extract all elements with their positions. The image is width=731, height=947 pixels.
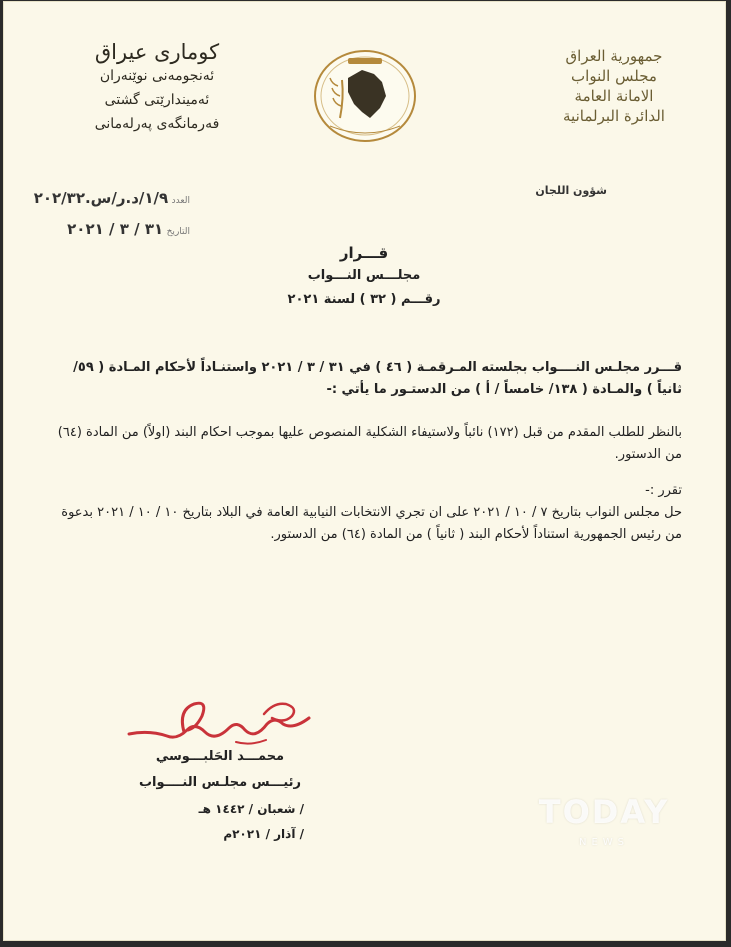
today-news-watermark: [509, 793, 699, 863]
reference-number: ١/٩/د.ر/س.٢٠٢/٣٢: [33, 189, 169, 207]
document-title: قـــرار: [339, 244, 389, 262]
resolution-heading: تقرر :-: [645, 483, 682, 498]
letterhead-line: كوماری عیراق: [94, 40, 220, 64]
decision-number: رقـــم ( ٣٢ ) لسنة ٢٠٢١: [287, 292, 441, 307]
letterhead-line: الامانة العامة: [574, 87, 654, 105]
letterhead-line: الدائرة البرلمانية: [563, 107, 665, 125]
reference-block: [20, 184, 190, 246]
reference-date: ٣١ / ٣ / ٢٠٢١: [67, 220, 164, 238]
letterhead-line: ئەنجومەنی نوێنەران: [99, 68, 215, 84]
watermark-sub: NEWS: [578, 837, 630, 848]
watermark-main: TODAY: [538, 793, 670, 831]
reference-date-label: التاريخ: [166, 227, 190, 237]
letterhead-line: ئەمیندارێتی گشتی: [104, 92, 210, 108]
decision-basis: بالنظر للطلب المقدم من قبل (١٧٢) نائباً ولاستيفاء الشكلية المنصوص عليها بموجب احكام البند (اولاً) من المادة (٦٤) من الدستور.: [57, 425, 682, 462]
decision-preamble: قـــرر مجلـس النــــواب بجلسته المـرقمـة ( ٤٦ ) في ٣١ / ٣ / ٢٠٢١ واستنـاداً لأحكام المـادة ( ٥٩/ ثانياً ) والمـادة ( ١٣٨/ خامساً / أ ) من الدستـور ما يأتي :-: [73, 360, 682, 397]
reference-number-label: العدد: [171, 196, 190, 206]
resolution-text: حل مجلس النواب بتاريخ ٧ / ١٠ / ٢٠٢١ على ان تجري الانتخابات النيابية العامة في البلاد بتاريخ ١٠ / ١٠ / ٢٠٢١ بدعوة من رئيس الجمهورية استناداً لأحكام البند ( ثانياً ) من المادة (٦٤) من الدستور.: [61, 505, 682, 542]
letterhead-arabic: [529, 46, 699, 126]
letterhead-line: مجلس النواب: [571, 67, 657, 85]
handwritten-signature-icon: [124, 692, 319, 757]
decision-resolution: [47, 480, 682, 546]
department-label: شؤون اللجان: [535, 184, 607, 197]
signatory-name: محمـــد الحَلبـــوسي: [155, 749, 285, 764]
issuer-title: مجلـــس النـــواب: [307, 268, 421, 283]
hijri-date: / شعبان / ١٤٤٢ هـ: [198, 802, 304, 816]
gregorian-date: / آذار / ٢٠٢١م: [223, 827, 304, 841]
letterhead-kurdish: [42, 40, 272, 136]
letterhead-line: فەرمانگەی پەرلەمانی: [94, 116, 220, 132]
document-page: [4, 2, 725, 940]
signatory-title: رئيـــس مجلـس النــــواب: [138, 775, 302, 790]
letterhead-line: جمهورية العراق: [565, 47, 663, 65]
iraq-parliament-emblem-icon: [310, 46, 420, 146]
